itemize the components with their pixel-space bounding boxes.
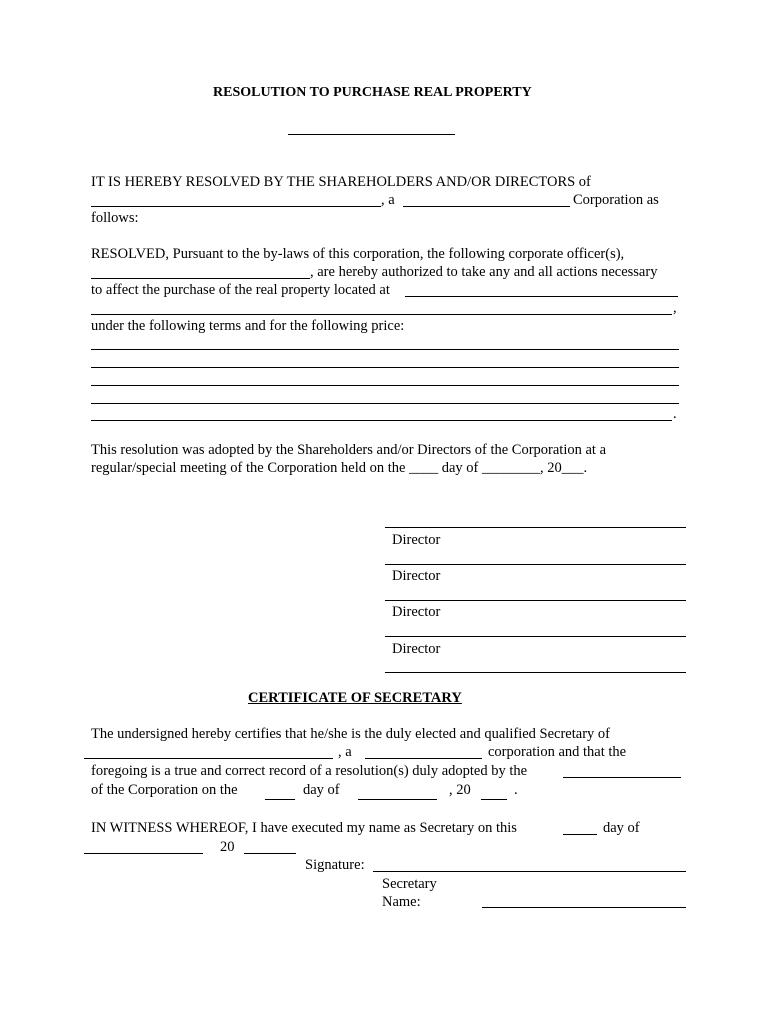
certificate-period: . (514, 782, 518, 798)
title-blank-line[interactable] (288, 134, 455, 135)
certificate-comma-20: , 20 (449, 782, 471, 798)
intro-comma-a: , a (381, 192, 395, 208)
certificate-line-3: foregoing is a true and correct record of a resolution(s) duly adopted by the (91, 763, 528, 779)
director-signature-line-2[interactable] (385, 564, 686, 565)
state-blank[interactable] (403, 206, 570, 207)
director-label-1: Director (392, 532, 441, 548)
certificate-adopted-by-blank[interactable] (563, 777, 681, 778)
director-signature-line-1[interactable] (385, 527, 686, 528)
certificate-corp-and-that: corporation and that the (488, 744, 627, 760)
terms-blank-3[interactable] (91, 385, 679, 386)
resolved-line-1: RESOLVED, Pursuant to the by-laws of this corporation, the following corporate officer(s), (91, 246, 625, 262)
certificate-line-1: The undersigned hereby certifies that he/she is the duly elected and qualified Secretary of (91, 726, 610, 742)
terms-blank-2[interactable] (91, 367, 679, 368)
witness-day-of: day of (603, 820, 640, 836)
certificate-day-blank[interactable] (265, 799, 295, 800)
director-signature-line-5[interactable] (385, 672, 686, 673)
witness-year-blank[interactable] (244, 853, 296, 854)
property-address-blank-2[interactable] (91, 314, 672, 315)
certificate-heading: CERTIFICATE OF SECRETARY (248, 690, 462, 706)
terms-blank-4[interactable] (91, 403, 679, 404)
intro-line-1: IT IS HEREBY RESOLVED BY THE SHAREHOLDERS AND/OR DIRECTORS of (91, 174, 591, 190)
name-label: Name: (382, 894, 421, 910)
resolved-line-2: , are hereby authorized to take any and all actions necessary (310, 264, 658, 280)
officers-blank[interactable] (91, 278, 310, 279)
secretary-label: Secretary (382, 876, 437, 892)
director-label-3: Director (392, 604, 441, 620)
director-signature-line-4[interactable] (385, 636, 686, 637)
witness-month-blank[interactable] (84, 853, 203, 854)
witness-day-blank[interactable] (563, 834, 597, 835)
director-label-2: Director (392, 568, 441, 584)
certificate-day-of: day of (303, 782, 340, 798)
certificate-comma-a: , a (338, 744, 352, 760)
resolved-line-4: under the following terms and for the following price: (91, 318, 405, 334)
signature-label: Signature: (305, 857, 365, 873)
certificate-of-corp-on: of the Corporation on the (91, 782, 238, 798)
resolved-comma: , (673, 300, 677, 316)
page-title: RESOLUTION TO PURCHASE REAL PROPERTY (213, 85, 532, 100)
resolved-line-3: to affect the purchase of the real property located at (91, 282, 390, 298)
director-signature-line-3[interactable] (385, 600, 686, 601)
property-address-blank-1[interactable] (405, 296, 678, 297)
terms-blank-5[interactable] (91, 420, 672, 421)
intro-follows: follows: (91, 210, 139, 226)
certificate-month-blank[interactable] (358, 799, 437, 800)
terms-period: . (673, 406, 677, 422)
secretary-name-line[interactable] (482, 907, 686, 908)
intro-corporation-as: Corporation as (573, 192, 659, 208)
corporation-name-blank[interactable] (91, 206, 381, 207)
certificate-state-blank[interactable] (365, 758, 482, 759)
certificate-year-blank[interactable] (481, 799, 507, 800)
adopted-line-2: regular/special meeting of the Corporation held on the ____ day of ________, 20___. (91, 460, 588, 476)
director-label-4: Director (392, 641, 441, 657)
witness-line-1: IN WITNESS WHEREOF, I have executed my name as Secretary on this (91, 820, 517, 836)
certificate-corp-name-blank[interactable] (84, 758, 333, 759)
witness-twenty: 20 (220, 839, 235, 855)
secretary-signature-line[interactable] (373, 871, 686, 872)
terms-blank-1[interactable] (91, 349, 679, 350)
adopted-line-1: This resolution was adopted by the Shareholders and/or Directors of the Corporation at a (91, 442, 607, 458)
